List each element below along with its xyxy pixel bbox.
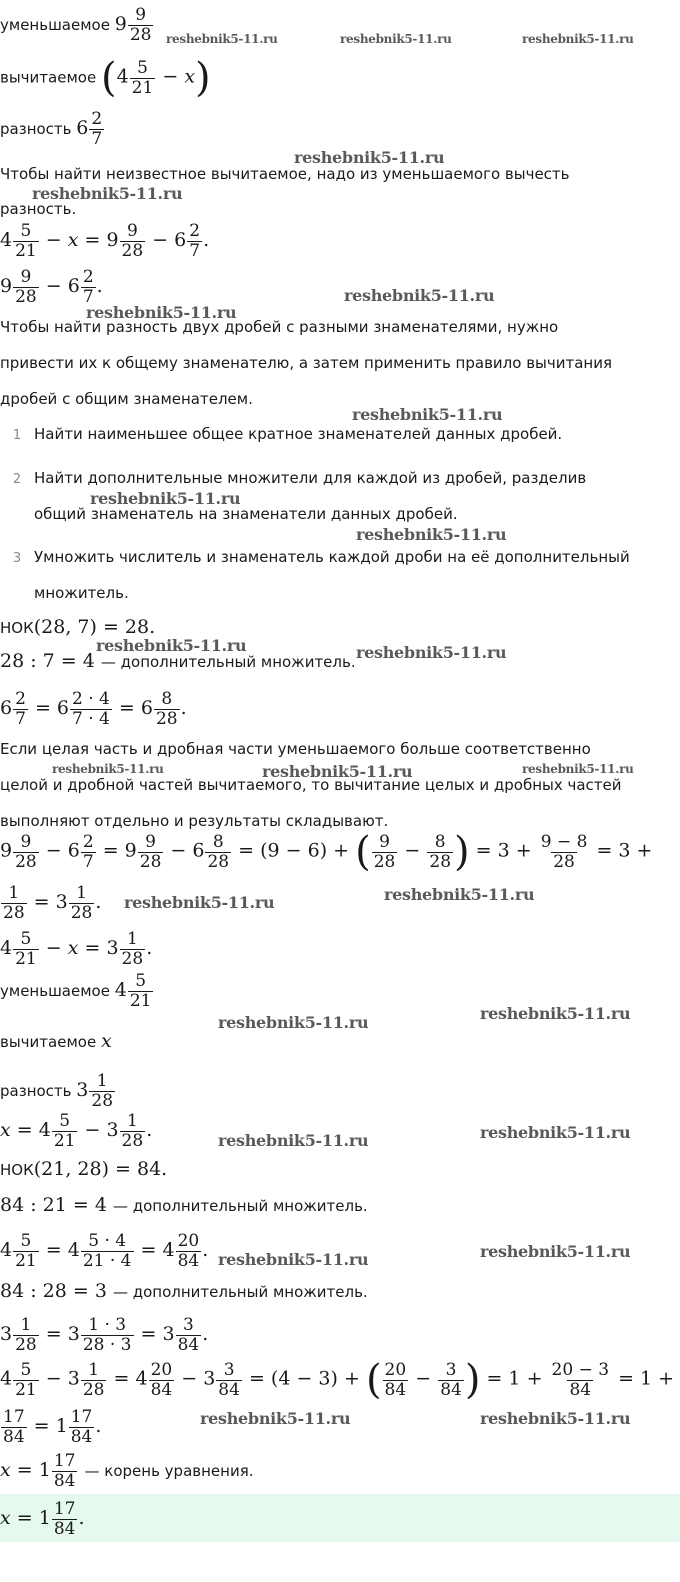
nok-label: НОК — [0, 1161, 34, 1179]
watermark: reshebnik5-11.ru — [480, 1123, 631, 1142]
item-text: Найти дополнительные множители для каждой из дробей, разделив — [34, 469, 587, 487]
equation: 4 $\frac{5}{21}$ − x = 3 $\frac{1}{28}$ . — [0, 929, 153, 969]
watermark: reshebnik5-11.ru — [124, 893, 275, 912]
watermark: reshebnik5-11.ru — [218, 1250, 369, 1269]
watermark: reshebnik5-11.ru — [262, 762, 413, 781]
label: вычитаемое — [0, 68, 97, 87]
watermark: reshebnik5-11.ru — [480, 1409, 631, 1428]
watermark: reshebnik5-11.ru — [294, 148, 445, 167]
label: разность — [0, 120, 72, 138]
watermark: reshebnik5-11.ru — [86, 303, 237, 322]
item-text: множитель. — [34, 584, 129, 602]
nok-line: НОК(28, 7) = 28. — [0, 616, 156, 638]
watermark: reshebnik5-11.ru — [480, 1004, 631, 1023]
watermark: reshebnik5-11.ru — [344, 286, 495, 305]
factor-line: 84 : 21 = 4 — дополнительный множитель. — [0, 1194, 368, 1216]
watermark: reshebnik5-11.ru — [200, 1409, 351, 1428]
label: уменьшаемое — [0, 16, 110, 34]
label: — корень уравнения. — [84, 1462, 254, 1480]
item-number: 3 — [12, 551, 22, 566]
watermark: reshebnik5-11.ru — [32, 184, 183, 203]
label: — дополнительный множитель. — [100, 653, 356, 671]
label: — дополнительный множитель. — [112, 1197, 368, 1215]
equation: 4 $\frac{5}{21}$ − x = 9 $\frac{9}{28}$ − 6 $\frac{2}{7}$ . — [0, 221, 210, 261]
answer-box — [0, 1494, 680, 1542]
rule-text: Если целая часть и дробная части уменьшаемого больше соответственно — [0, 740, 591, 758]
watermark: reshebnik5-11.ru — [90, 489, 241, 508]
equation: 3 $\frac{1}{28}$ = 3 $\frac{1 \cdot 3}{28 \cdot 3}$ = 3 $\frac{3}{84}$ . — [0, 1315, 209, 1355]
list-item — [0, 469, 586, 489]
minuend-line: уменьшаемое 4 $\frac{5}{21}$ — [0, 971, 152, 1011]
watermark: reshebnik5-11.ru — [166, 32, 278, 46]
watermark: reshebnik5-11.ru — [356, 525, 507, 544]
nok-label: НОК — [0, 619, 34, 637]
root-line: x = 1 $\frac{17}{84}$ — корень уравнения. — [0, 1451, 254, 1491]
rule-text: дробей с общим знаменателем. — [0, 390, 253, 408]
list-item-continued — [0, 584, 129, 602]
equation: 9 $\frac{9}{28}$ − 6 $\frac{2}{7}$ = 9 $\frac{9}{28}$ − 6 $\frac{8}{28}$ = (9 − 6) + ( $\frac{9}{28}$ − $\frac{8}{28}$ ) = 3 + $\frac{9 - 8}{28}$ = 3 + — [0, 829, 653, 875]
difference-line: разность 6 $\frac{2}{7}$ — [0, 109, 103, 149]
item-text: общий знаменатель на знаменатели данных дробей. — [34, 505, 458, 523]
subtrahend-line: вычитаемое (4 $\frac{5}{21}$ − x) — [0, 55, 211, 101]
equation: $\frac{1}{28}$ = 3 $\frac{1}{28}$ . — [3, 883, 102, 923]
equation: 4 $\frac{5}{21}$ = 4 $\frac{5 \cdot 4}{21 \cdot 4}$ = 4 $\frac{20}{84}$ . — [0, 1231, 209, 1271]
rule-text: привести их к общему знаменателю, а затем применить правило вычитания — [0, 354, 612, 372]
watermark: reshebnik5-11.ru — [384, 885, 535, 904]
watermark: reshebnik5-11.ru — [96, 636, 247, 655]
rule-text: разность. — [0, 200, 77, 218]
equation: $\frac{17}{84}$ = 1 $\frac{17}{84}$ . — [3, 1407, 102, 1447]
watermark: reshebnik5-11.ru — [356, 643, 507, 662]
subtrahend-line: вычитаемое x — [0, 1030, 112, 1052]
item-text: Умножить числитель и знаменатель каждой дроби на её дополнительный — [34, 548, 630, 566]
watermark: reshebnik5-11.ru — [218, 1013, 369, 1032]
watermark: reshebnik5-11.ru — [522, 762, 634, 776]
rule-text: Чтобы найти разность двух дробей с разными знаменателями, нужно — [0, 318, 559, 336]
label: вычитаемое — [0, 1033, 97, 1051]
rule-text: выполняют отдельно и результаты складывают. — [0, 812, 389, 830]
watermark: reshebnik5-11.ru — [218, 1131, 369, 1150]
watermark: reshebnik5-11.ru — [52, 762, 164, 776]
nok-line: НОК(21, 28) = 84. — [0, 1158, 168, 1180]
label: — дополнительный множитель. — [112, 1283, 368, 1301]
rule-text: Чтобы найти неизвестное вычитаемое, надо из уменьшаемого вычесть — [0, 165, 570, 183]
label: разность — [0, 1082, 72, 1100]
factor-line: 28 : 7 = 4 — дополнительный множитель. — [0, 650, 356, 672]
answer: x = 1 $\frac{17}{84}$ . — [0, 1499, 85, 1539]
difference-line: разность 3 $\frac{1}{28}$ — [0, 1071, 114, 1111]
watermark: reshebnik5-11.ru — [352, 405, 503, 424]
item-text: Найти наименьшее общее кратное знаменателей данных дробей. — [34, 425, 563, 443]
equation: 4 $\frac{5}{21}$ − 3 $\frac{1}{28}$ = 4 $\frac{20}{84}$ − 3 $\frac{3}{84}$ = (4 − 3) + ( $\frac{20}{84}$ − $\frac{3}{84}$ ) = 1 + $\frac{20 - 3}{84}$ = 1 + — [0, 1357, 675, 1403]
rule-text: целой и дробной частей вычитаемого, то вычитание целых и дробных частей — [0, 776, 622, 794]
watermark: reshebnik5-11.ru — [522, 32, 634, 46]
minuend-line: уменьшаемое 9 $\frac{9}{28}$ — [0, 5, 152, 45]
item-number: 1 — [12, 428, 22, 443]
watermark: reshebnik5-11.ru — [480, 1242, 631, 1261]
list-item — [0, 548, 630, 568]
item-number: 2 — [12, 472, 22, 487]
label: уменьшаемое — [0, 982, 110, 1000]
equation: 6 $\frac{2}{7}$ = 6 $\frac{2 \cdot 4}{7 \cdot 4}$ = 6 $\frac{8}{28}$ . — [0, 689, 187, 729]
equation: x = 4 $\frac{5}{21}$ − 3 $\frac{1}{28}$ . — [0, 1111, 153, 1151]
watermark: reshebnik5-11.ru — [340, 32, 452, 46]
factor-line: 84 : 28 = 3 — дополнительный множитель. — [0, 1280, 368, 1302]
expression: 9 $\frac{9}{28}$ − 6 $\frac{2}{7}$ . — [0, 267, 103, 307]
list-item — [0, 425, 562, 445]
